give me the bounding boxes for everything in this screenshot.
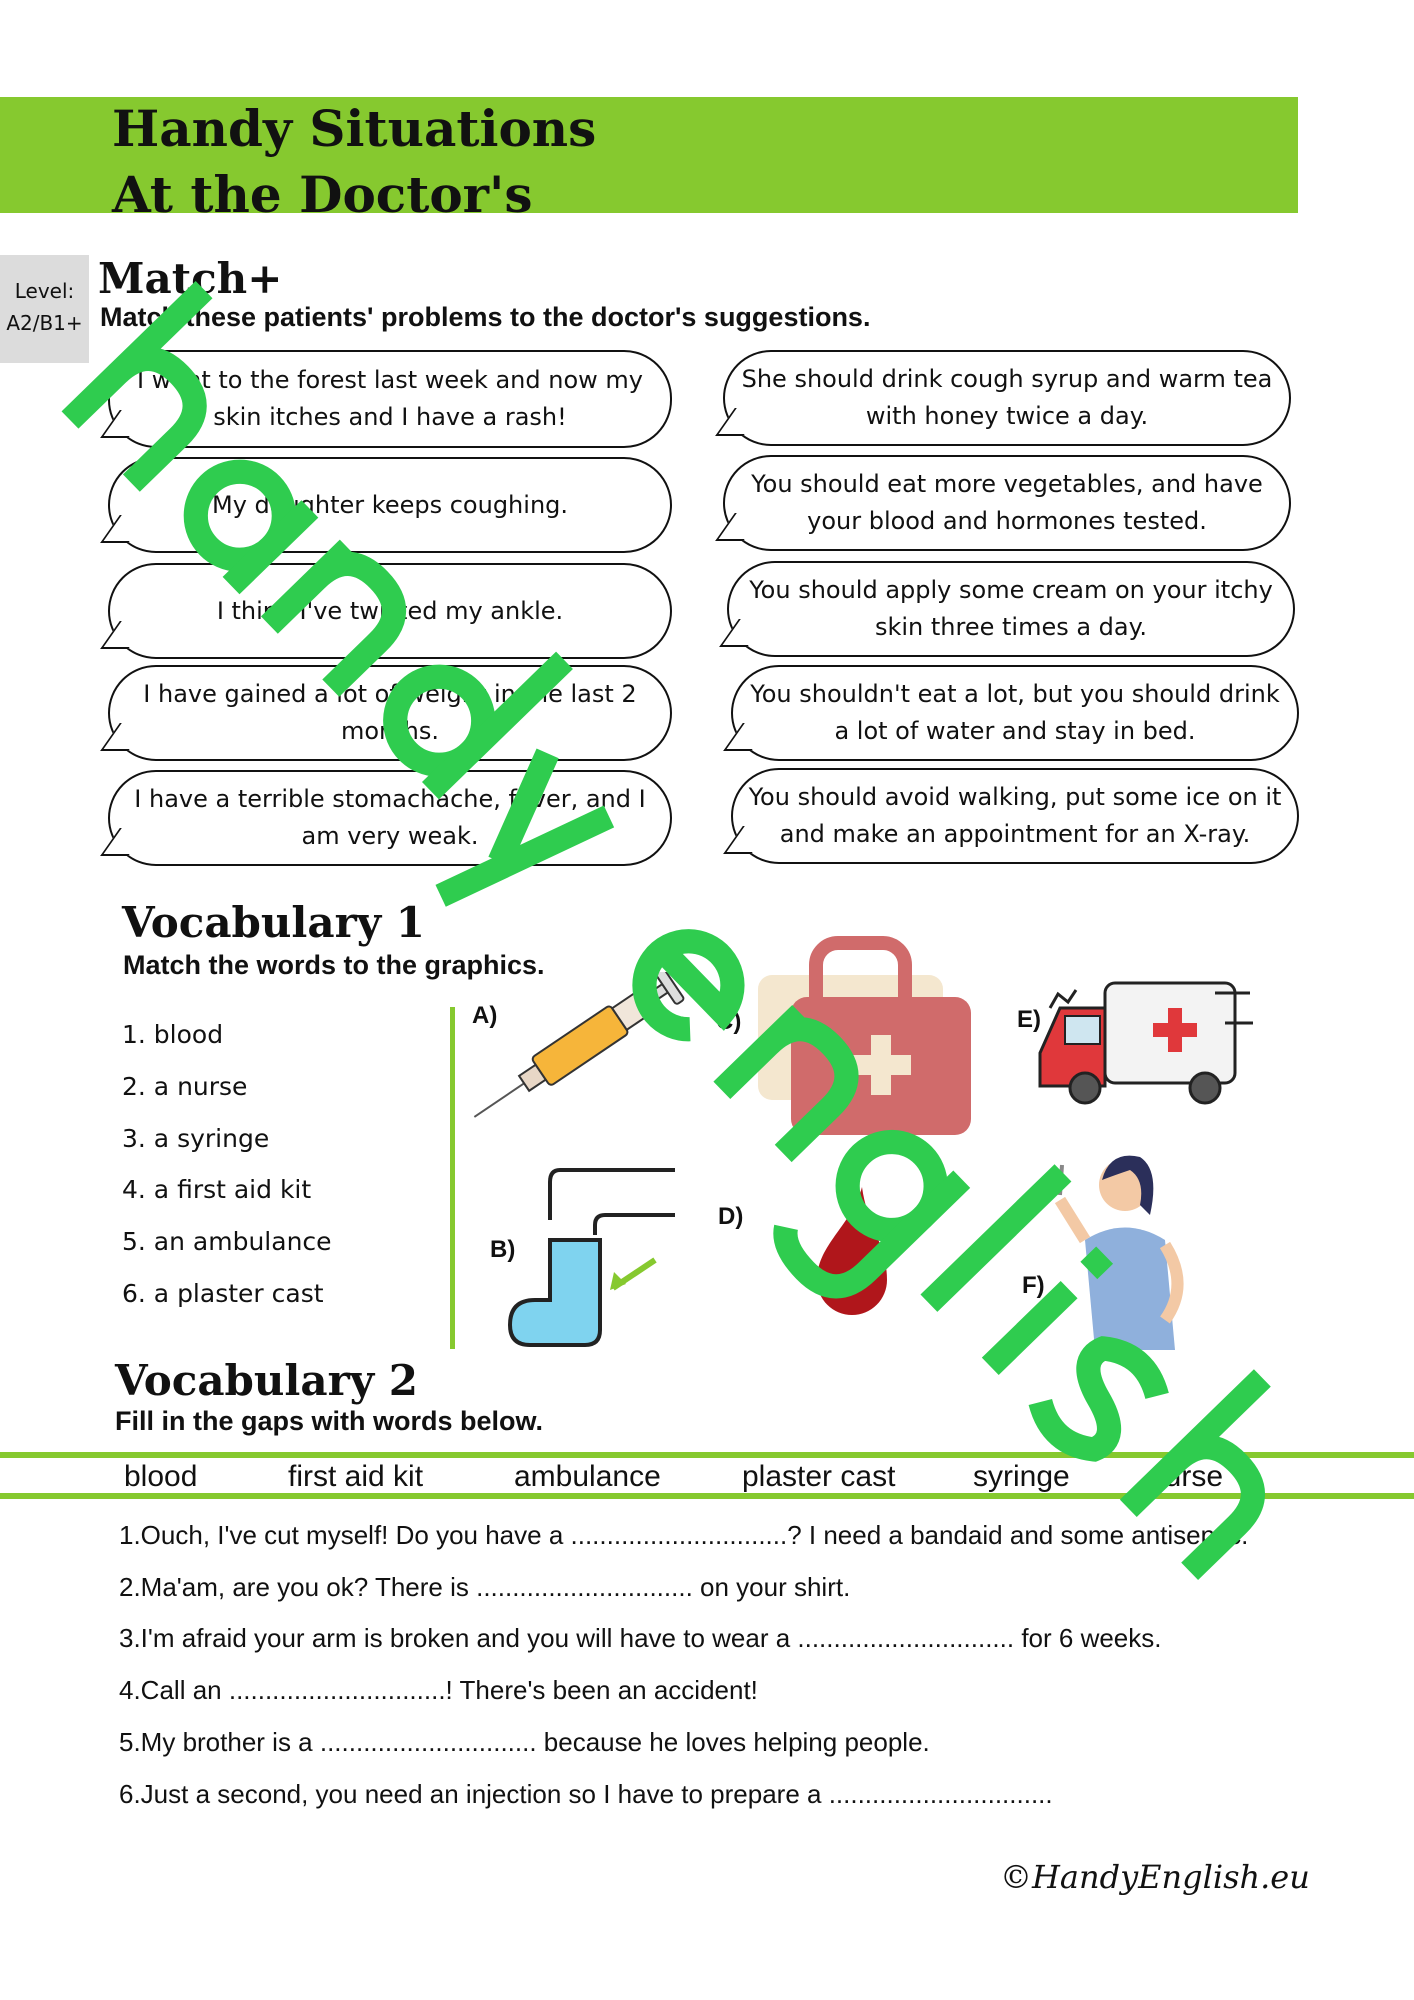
- syringe-image: [458, 972, 698, 1122]
- word-bank-item: ambulance: [514, 1460, 661, 1493]
- level-badge: [0, 255, 89, 363]
- first-aid-kit-image: [756, 935, 976, 1140]
- suggestion-bubble: [727, 561, 1295, 657]
- vocab-list-item: 1. blood: [122, 1020, 224, 1049]
- suggestion-text: You should apply some cream on your itchy skin three times a day.: [749, 576, 1273, 641]
- problem-bubble: [108, 770, 672, 866]
- suggestion-text: You should avoid walking, put some ice on it and make an appointment for an X-ray.: [748, 783, 1282, 848]
- gap-sentence: 1.Ouch, I've cut myself! Do you have a ..............................? I need a bandaid and some antiseptic.: [119, 1520, 1249, 1550]
- word-bank-item: syringe: [973, 1460, 1070, 1493]
- nurse-image: [1040, 1145, 1210, 1350]
- label-a: A): [472, 1002, 498, 1029]
- vocab-list-item: 3. a syringe: [122, 1124, 270, 1153]
- copyright: ©HandyEnglish.eu: [1000, 1858, 1310, 1896]
- label-f: F): [1022, 1272, 1045, 1299]
- word-bank-item: first aid kit: [288, 1460, 424, 1493]
- suggestion-text: She should drink cough syrup and warm tea with honey twice a day.: [741, 365, 1273, 430]
- word-bank-item: plaster cast: [742, 1460, 896, 1493]
- suggestion-text: You shouldn't eat a lot, but you should drink a lot of water and stay in bed.: [750, 680, 1280, 745]
- vocab-list-item: 6. a plaster cast: [122, 1279, 324, 1308]
- word-bank-top-line: [0, 1452, 1414, 1458]
- level-label: Level:: [14, 279, 75, 303]
- match-instruction: Match these patients' problems to the doctor's suggestions.: [100, 302, 871, 332]
- word-bank-item: blood: [124, 1460, 198, 1493]
- suggestion-bubble: [723, 455, 1291, 551]
- level-value: A2/B1+: [6, 311, 83, 335]
- problem-text: I have gained a lot of weight in the last 2 months.: [143, 680, 637, 745]
- gap-sentence: 2.Ma'am, are you ok? There is .............................. on your shirt.: [119, 1572, 851, 1602]
- gap-sentence: 6.Just a second, you need an injection so I have to prepare a ...............................: [119, 1779, 1053, 1809]
- problem-text: I think I've twisted my ankle.: [216, 596, 564, 625]
- suggestion-bubble: [723, 350, 1291, 446]
- vocab1-instruction: Match the words to the graphics.: [123, 950, 545, 980]
- problem-bubble: [108, 350, 672, 448]
- problem-bubble: [108, 665, 672, 761]
- vocab-list-item: 4. a first aid kit: [122, 1175, 312, 1204]
- suggestion-text: You should eat more vegetables, and have your blood and hormones tested.: [751, 470, 1263, 535]
- page-title-line2: At the Doctor's: [112, 165, 533, 224]
- vocab-list-item: 5. an ambulance: [122, 1227, 332, 1256]
- gap-sentence: 5.My brother is a .............................. because he loves helping people.: [119, 1727, 930, 1757]
- gap-sentence: 3.I'm afraid your arm is broken and you will have to wear a .............................. for 6 weeks.: [119, 1623, 1162, 1653]
- problem-bubble: [108, 457, 672, 553]
- blood-drop-image: [812, 1185, 892, 1315]
- ambulance-image: [1035, 968, 1255, 1118]
- problem-bubble: [108, 563, 672, 659]
- vocab-list-item: 2. a nurse: [122, 1072, 248, 1101]
- vocab2-instruction: Fill in the gaps with words below.: [115, 1406, 544, 1436]
- page-title-line1: Handy Situations: [112, 99, 597, 158]
- vocab1-title: Vocabulary 1: [122, 898, 425, 947]
- gap-sentence: 4.Call an ..............................! There's been an accident!: [119, 1675, 758, 1705]
- suggestion-bubble: [731, 665, 1299, 761]
- suggestion-bubble: [731, 768, 1299, 864]
- label-c: C): [716, 1008, 742, 1035]
- divider-line: [450, 1007, 455, 1349]
- label-b: B): [490, 1236, 516, 1263]
- problem-text: I went to the forest last week and now my skin itches and I have a rash!: [137, 366, 643, 431]
- word-bank-item: nurse: [1148, 1460, 1224, 1493]
- match-title: Match+: [98, 254, 283, 303]
- vocab2-title: Vocabulary 2: [115, 1356, 418, 1405]
- problem-text: I have a terrible stomachache, fever, and I am very weak.: [134, 785, 646, 850]
- problem-text: My daughter keeps coughing.: [211, 490, 569, 519]
- label-e: E): [1017, 1006, 1041, 1033]
- label-d: D): [718, 1203, 744, 1230]
- plaster-cast-image: [505, 1160, 685, 1350]
